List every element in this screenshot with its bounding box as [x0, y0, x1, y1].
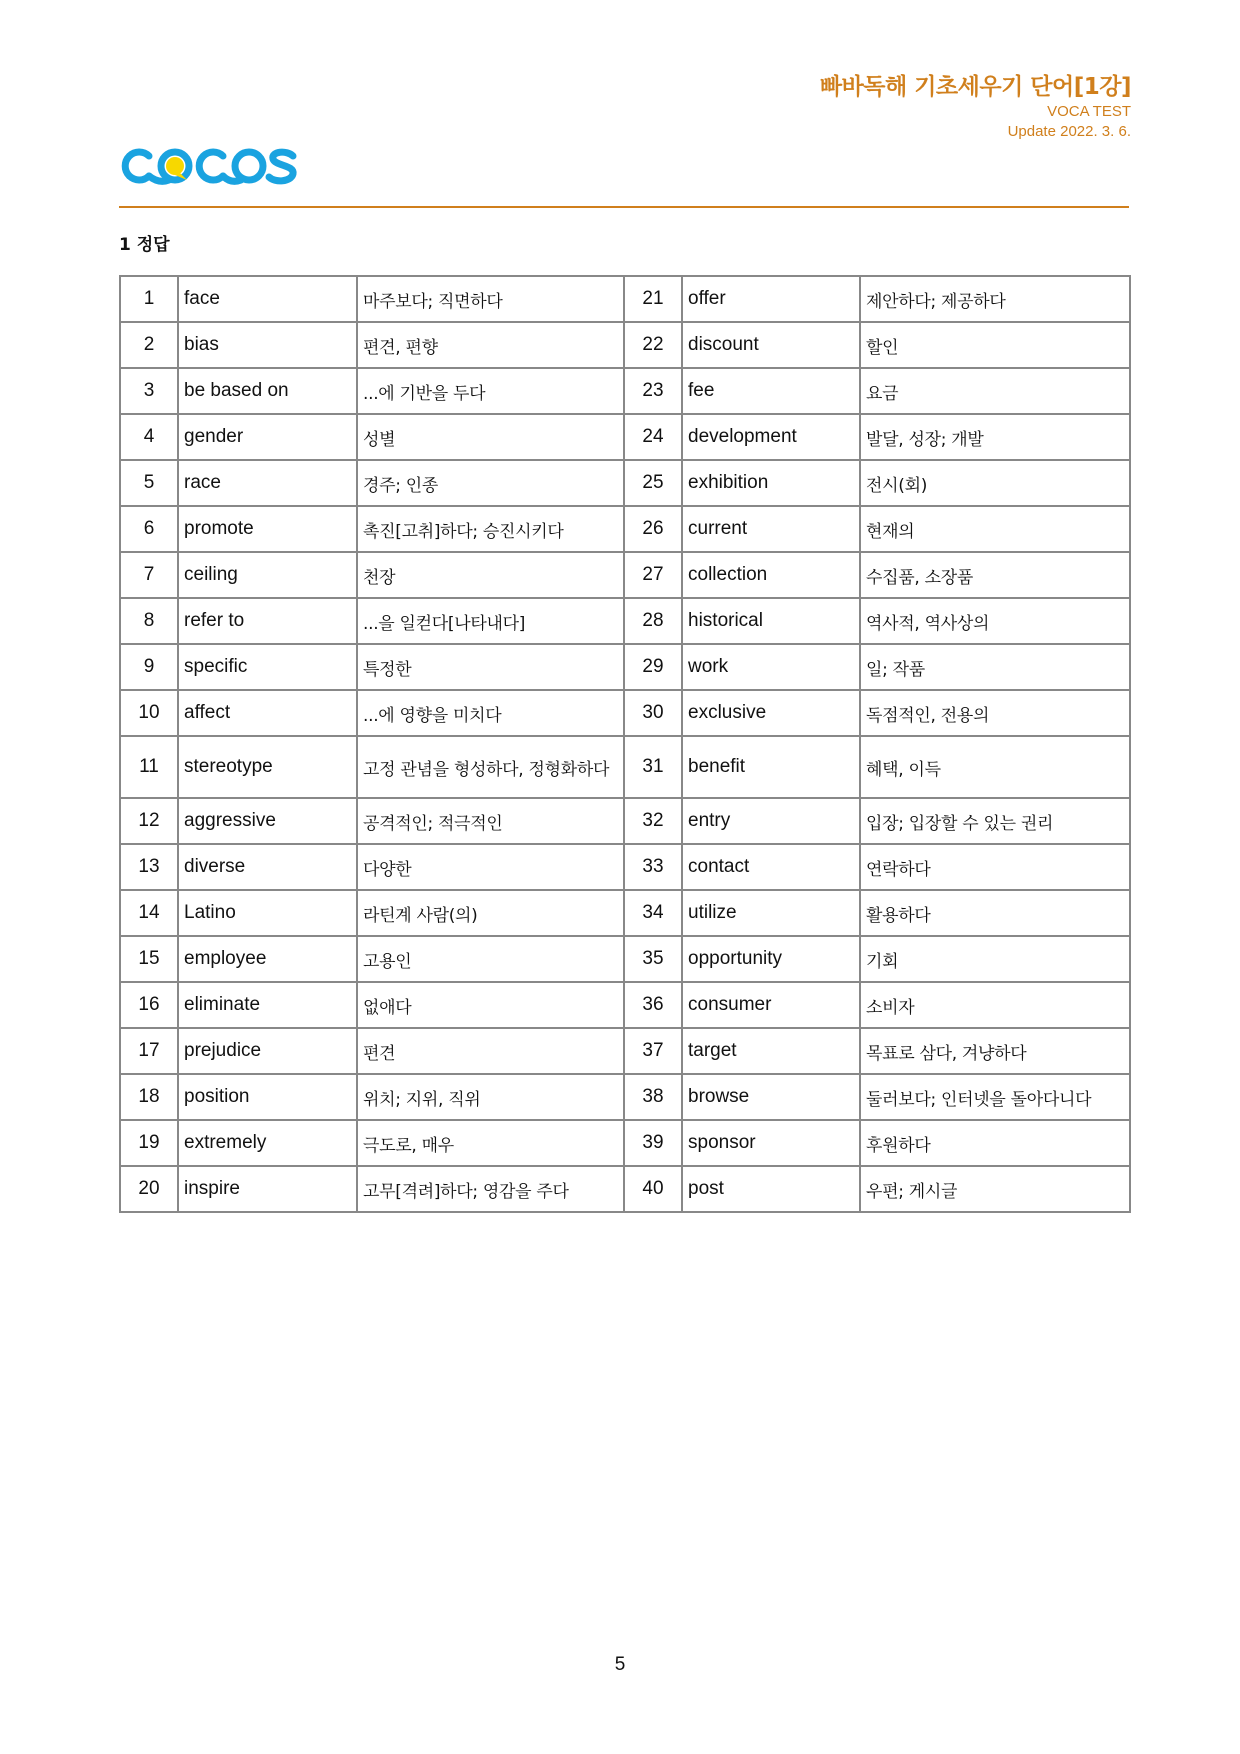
english-word: race: [178, 460, 357, 506]
word-number: 36: [624, 982, 682, 1028]
english-word: utilize: [682, 890, 860, 936]
word-number: 20: [120, 1166, 178, 1212]
korean-meaning: 일; 작품: [860, 644, 1130, 690]
korean-meaning: 역사적, 역사상의: [860, 598, 1130, 644]
english-word: ceiling: [178, 552, 357, 598]
english-word: gender: [178, 414, 357, 460]
korean-meaning: 천장: [357, 552, 624, 598]
word-number: 11: [120, 736, 178, 798]
english-word: Latino: [178, 890, 357, 936]
english-word: post: [682, 1166, 860, 1212]
word-number: 8: [120, 598, 178, 644]
section-heading: 1 정답: [119, 235, 170, 255]
table-row: [120, 690, 1130, 736]
word-number: 10: [120, 690, 178, 736]
table-row: [120, 276, 1130, 322]
korean-meaning: 독점적인, 전용의: [860, 690, 1130, 736]
english-word: refer to: [178, 598, 357, 644]
korean-meaning: 위치; 지위, 직위: [357, 1074, 624, 1120]
korean-meaning: 제안하다; 제공하다: [860, 276, 1130, 322]
korean-meaning: ...을 일컫다[나타내다]: [357, 598, 624, 644]
english-word: work: [682, 644, 860, 690]
english-word: fee: [682, 368, 860, 414]
english-word: contact: [682, 844, 860, 890]
korean-meaning: 수집품, 소장품: [860, 552, 1130, 598]
word-number: 38: [624, 1074, 682, 1120]
word-number: 7: [120, 552, 178, 598]
word-number: 37: [624, 1028, 682, 1074]
english-word: entry: [682, 798, 860, 844]
document-title: 빠바독해 기초세우기 단어[1강]: [819, 74, 1131, 100]
english-word: current: [682, 506, 860, 552]
word-number: 33: [624, 844, 682, 890]
word-number: 30: [624, 690, 682, 736]
table-row: [120, 322, 1130, 368]
korean-meaning: 연락하다: [860, 844, 1130, 890]
korean-meaning: 후원하다: [860, 1120, 1130, 1166]
word-number: 5: [120, 460, 178, 506]
korean-meaning: 활용하다: [860, 890, 1130, 936]
word-number: 28: [624, 598, 682, 644]
cocos-logo-icon: [119, 146, 299, 186]
word-number: 21: [624, 276, 682, 322]
table-row: [120, 644, 1130, 690]
english-word: target: [682, 1028, 860, 1074]
word-number: 31: [624, 736, 682, 798]
korean-meaning: 다양한: [357, 844, 624, 890]
korean-meaning: 마주보다; 직면하다: [357, 276, 624, 322]
table-row: [120, 936, 1130, 982]
word-number: 1: [120, 276, 178, 322]
korean-meaning: 경주; 인종: [357, 460, 624, 506]
table-row: [120, 844, 1130, 890]
english-word: be based on: [178, 368, 357, 414]
english-word: affect: [178, 690, 357, 736]
table-row: [120, 598, 1130, 644]
document-header: [820, 72, 1131, 142]
korean-meaning: 특정한: [357, 644, 624, 690]
korean-meaning: 극도로, 매우: [357, 1120, 624, 1166]
word-number: 16: [120, 982, 178, 1028]
word-number: 22: [624, 322, 682, 368]
table-row: [120, 736, 1130, 798]
word-number: 26: [624, 506, 682, 552]
korean-meaning: 목표로 삼다, 겨냥하다: [860, 1028, 1130, 1074]
english-word: specific: [178, 644, 357, 690]
table-row: [120, 890, 1130, 936]
table-row: [120, 1074, 1130, 1120]
english-word: employee: [178, 936, 357, 982]
table-row: [120, 1120, 1130, 1166]
word-number: 23: [624, 368, 682, 414]
table-row: [120, 368, 1130, 414]
english-word: position: [178, 1074, 357, 1120]
korean-meaning: 둘러보다; 인터넷을 돌아다니다: [860, 1074, 1130, 1120]
english-word: prejudice: [178, 1028, 357, 1074]
table-row: [120, 460, 1130, 506]
word-number: 32: [624, 798, 682, 844]
korean-meaning: 발달, 성장; 개발: [860, 414, 1130, 460]
word-number: 27: [624, 552, 682, 598]
korean-meaning: 전시(회): [860, 460, 1130, 506]
korean-meaning: 입장; 입장할 수 있는 권리: [860, 798, 1130, 844]
korean-meaning: 기회: [860, 936, 1130, 982]
korean-meaning: 혜택, 이득: [860, 736, 1130, 798]
english-word: exclusive: [682, 690, 860, 736]
word-number: 29: [624, 644, 682, 690]
korean-meaning: ...에 영향을 미치다: [357, 690, 624, 736]
header-divider: [119, 206, 1129, 208]
vocabulary-answer-table: [119, 275, 1131, 1213]
english-word: face: [178, 276, 357, 322]
word-number: 17: [120, 1028, 178, 1074]
korean-meaning: 현재의: [860, 506, 1130, 552]
table-row: [120, 982, 1130, 1028]
english-word: benefit: [682, 736, 860, 798]
word-number: 14: [120, 890, 178, 936]
english-word: opportunity: [682, 936, 860, 982]
korean-meaning: 편견: [357, 1028, 624, 1074]
english-word: consumer: [682, 982, 860, 1028]
word-number: 6: [120, 506, 178, 552]
english-word: inspire: [178, 1166, 357, 1212]
word-number: 13: [120, 844, 178, 890]
english-word: stereotype: [178, 736, 357, 798]
korean-meaning: 라틴계 사람(의): [357, 890, 624, 936]
table-row: [120, 1028, 1130, 1074]
document-subtitle: VOCA TEST: [1047, 103, 1131, 120]
korean-meaning: 촉진[고취]하다; 승진시키다: [357, 506, 624, 552]
english-word: extremely: [178, 1120, 357, 1166]
word-number: 15: [120, 936, 178, 982]
korean-meaning: ...에 기반을 두다: [357, 368, 624, 414]
word-number: 40: [624, 1166, 682, 1212]
korean-meaning: 고정 관념을 형성하다, 정형화하다: [357, 736, 624, 798]
english-word: aggressive: [178, 798, 357, 844]
word-number: 39: [624, 1120, 682, 1166]
korean-meaning: 우편; 게시글: [860, 1166, 1130, 1212]
table-row: [120, 798, 1130, 844]
word-number: 4: [120, 414, 178, 460]
table-row: [120, 1166, 1130, 1212]
english-word: sponsor: [682, 1120, 860, 1166]
korean-meaning: 성별: [357, 414, 624, 460]
korean-meaning: 소비자: [860, 982, 1130, 1028]
english-word: offer: [682, 276, 860, 322]
korean-meaning: 공격적인; 적극적인: [357, 798, 624, 844]
word-number: 18: [120, 1074, 178, 1120]
word-number: 24: [624, 414, 682, 460]
table-row: [120, 506, 1130, 552]
word-number: 25: [624, 460, 682, 506]
table-row: [120, 414, 1130, 460]
english-word: development: [682, 414, 860, 460]
update-date: Update 2022. 3. 6.: [1007, 123, 1131, 140]
english-word: discount: [682, 322, 860, 368]
word-number: 12: [120, 798, 178, 844]
english-word: collection: [682, 552, 860, 598]
word-number: 3: [120, 368, 178, 414]
page-number: 5: [614, 1654, 626, 1675]
korean-meaning: 할인: [860, 322, 1130, 368]
korean-meaning: 고무[격려]하다; 영감을 주다: [357, 1166, 624, 1212]
english-word: diverse: [178, 844, 357, 890]
english-word: promote: [178, 506, 357, 552]
korean-meaning: 편견, 편향: [357, 322, 624, 368]
korean-meaning: 고용인: [357, 936, 624, 982]
english-word: historical: [682, 598, 860, 644]
word-number: 19: [120, 1120, 178, 1166]
table-row: [120, 552, 1130, 598]
english-word: exhibition: [682, 460, 860, 506]
word-number: 9: [120, 644, 178, 690]
word-number: 2: [120, 322, 178, 368]
english-word: bias: [178, 322, 357, 368]
word-number: 35: [624, 936, 682, 982]
word-number: 34: [624, 890, 682, 936]
english-word: browse: [682, 1074, 860, 1120]
korean-meaning: 없애다: [357, 982, 624, 1028]
english-word: eliminate: [178, 982, 357, 1028]
korean-meaning: 요금: [860, 368, 1130, 414]
